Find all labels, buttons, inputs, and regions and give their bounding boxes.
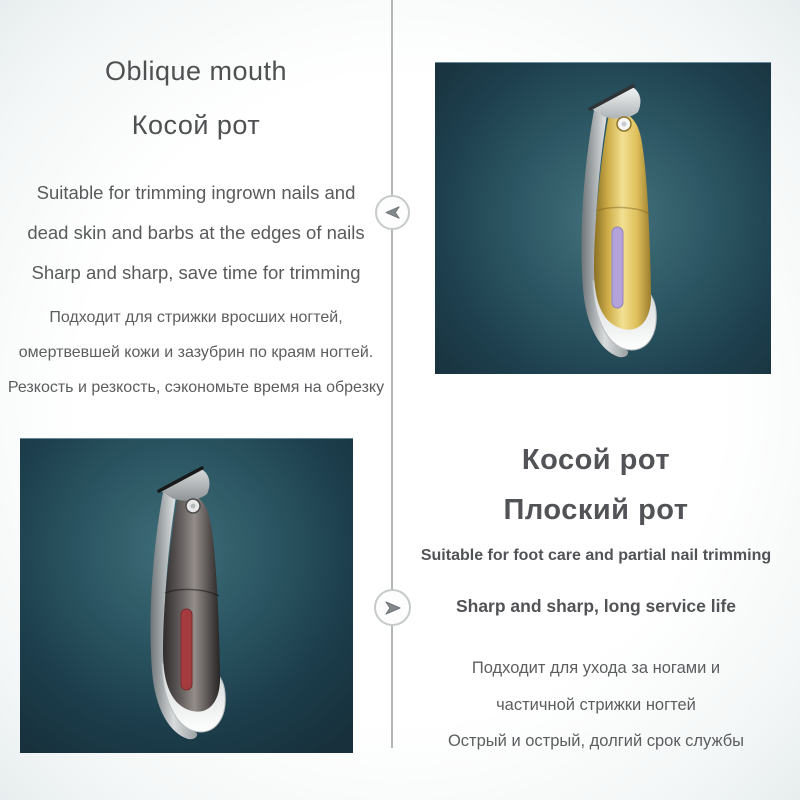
description-line: Sharp and sharp, save time for trimming bbox=[31, 262, 361, 283]
description-line: Резкость и резкость, сэкономьте время на обрезку bbox=[7, 379, 385, 396]
bottom-right-description-ru bbox=[392, 650, 800, 760]
description-line: Sharp and sharp, long service life bbox=[455, 596, 737, 616]
red-file-strip bbox=[181, 609, 192, 690]
gray-clipper-illustration bbox=[20, 439, 353, 753]
description-line: Suitable for foot care and partial nail trimming bbox=[420, 547, 772, 564]
prev-arrow-button[interactable] bbox=[375, 195, 410, 230]
gold-clipper-illustration bbox=[435, 63, 771, 374]
purple-file-strip bbox=[612, 227, 623, 308]
heading-oblique-mouth-ru: Косой рот bbox=[131, 110, 261, 140]
description-line: Подходит для стрижки вросших ногтей, bbox=[49, 309, 343, 326]
next-arrow-button[interactable] bbox=[374, 589, 411, 626]
heading-kosoy-rot-ru: Косой рот bbox=[521, 444, 671, 476]
description-line: Suitable for trimming ingrown nails and bbox=[36, 182, 356, 203]
next-arrow-icon bbox=[384, 600, 402, 616]
top-left-description-en bbox=[0, 173, 392, 293]
product-photo-gray-clipper bbox=[20, 438, 353, 753]
heading-oblique-mouth-en: Oblique mouth bbox=[104, 56, 288, 86]
description-line: омертвевшей кожи и зазубрин по краям ногтей. bbox=[18, 344, 374, 361]
heading-ploskiy-rot-ru: Плоский рот bbox=[503, 494, 689, 526]
description-line: частичной стрижки ногтей bbox=[496, 695, 696, 714]
description-line: Подходит для ухода за ногами и bbox=[471, 659, 721, 677]
product-photo-gold-clipper bbox=[435, 62, 771, 374]
top-left-description-ru bbox=[0, 300, 392, 405]
prev-arrow-icon bbox=[384, 205, 401, 220]
description-line: Острый и острый, долгий срок службы bbox=[447, 732, 745, 750]
description-line: dead skin and barbs at the edges of nails bbox=[27, 222, 365, 243]
